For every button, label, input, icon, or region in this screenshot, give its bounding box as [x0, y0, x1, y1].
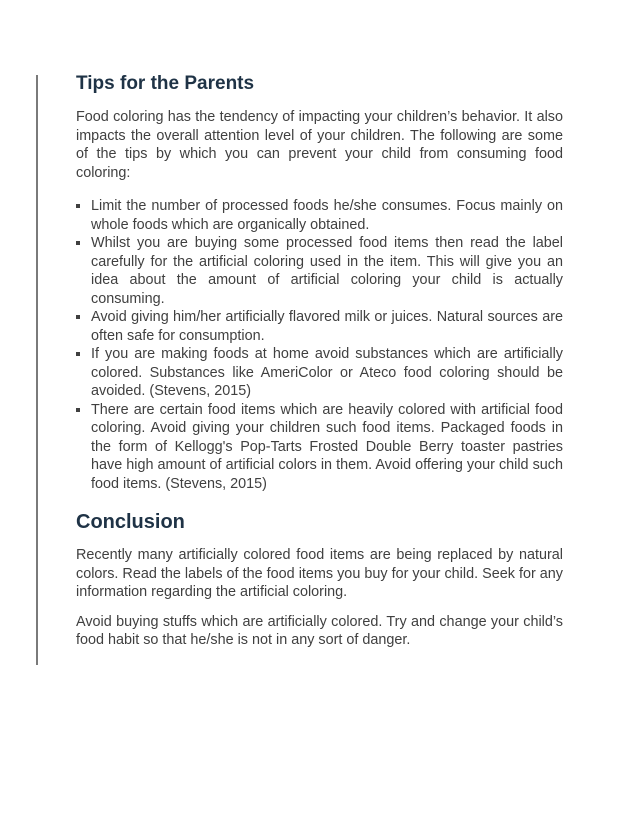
tip-text: Limit the number of processed foods he/she consumes. Focus mainly on whole foods which are organically obtained. — [91, 198, 563, 233]
conclusion-heading: Conclusion — [76, 511, 185, 533]
tips-list — [76, 197, 563, 493]
tip-text: If you are making foods at home avoid substances which are artificially colored. Substances like AmeriColor or Ateco food coloring should be avoided. (Stevens, 2015) — [91, 346, 563, 399]
square-bullet-icon — [76, 315, 80, 319]
conclusion-paragraph: Avoid buying stuffs which are artificially colored. Try and change your child’s food habit so that he/she is not in any sort of danger. — [76, 613, 563, 648]
tips-intro-paragraph: Food coloring has the tendency of impacting your children’s behavior. It also impacts the overall attention level of your children. The following are some of the tips by which you can prevent your child from consuming food coloring: — [76, 109, 563, 181]
tip-item — [76, 308, 563, 345]
tip-item — [76, 234, 563, 308]
margin-rule — [36, 75, 38, 665]
square-bullet-icon — [76, 352, 80, 356]
document-page — [76, 71, 563, 650]
tip-item — [76, 401, 563, 494]
tip-item — [76, 197, 563, 234]
square-bullet-icon — [76, 204, 80, 208]
tip-text: There are certain food items which are heavily colored with artificial food coloring. Avoid giving your children such food items. Packaged foods in the form of Kellogg's Pop-Tarts Frosted Double Berry toaster pastries have high amount of artificial colors in them. Avoid offering your child such food items. (Stevens, 2015) — [91, 401, 563, 492]
conclusion-paragraph: Recently many artificially colored food items are being replaced by natural colors. Read the labels of the food items you buy for your child. Seek for any information regarding the artificial coloring. — [76, 547, 563, 600]
square-bullet-icon — [76, 408, 80, 412]
tip-text: Avoid giving him/her artificially flavored milk or juices. Natural sources are often safe for consumption. — [91, 309, 563, 344]
tip-text: Whilst you are buying some processed food items then read the label carefully for the artificial coloring used in the item. This will give you an idea about the amount of artificial coloring your child is actually consuming. — [91, 235, 563, 307]
tips-heading: Tips for the Parents — [76, 73, 255, 94]
tip-item — [76, 345, 563, 401]
square-bullet-icon — [76, 241, 80, 245]
